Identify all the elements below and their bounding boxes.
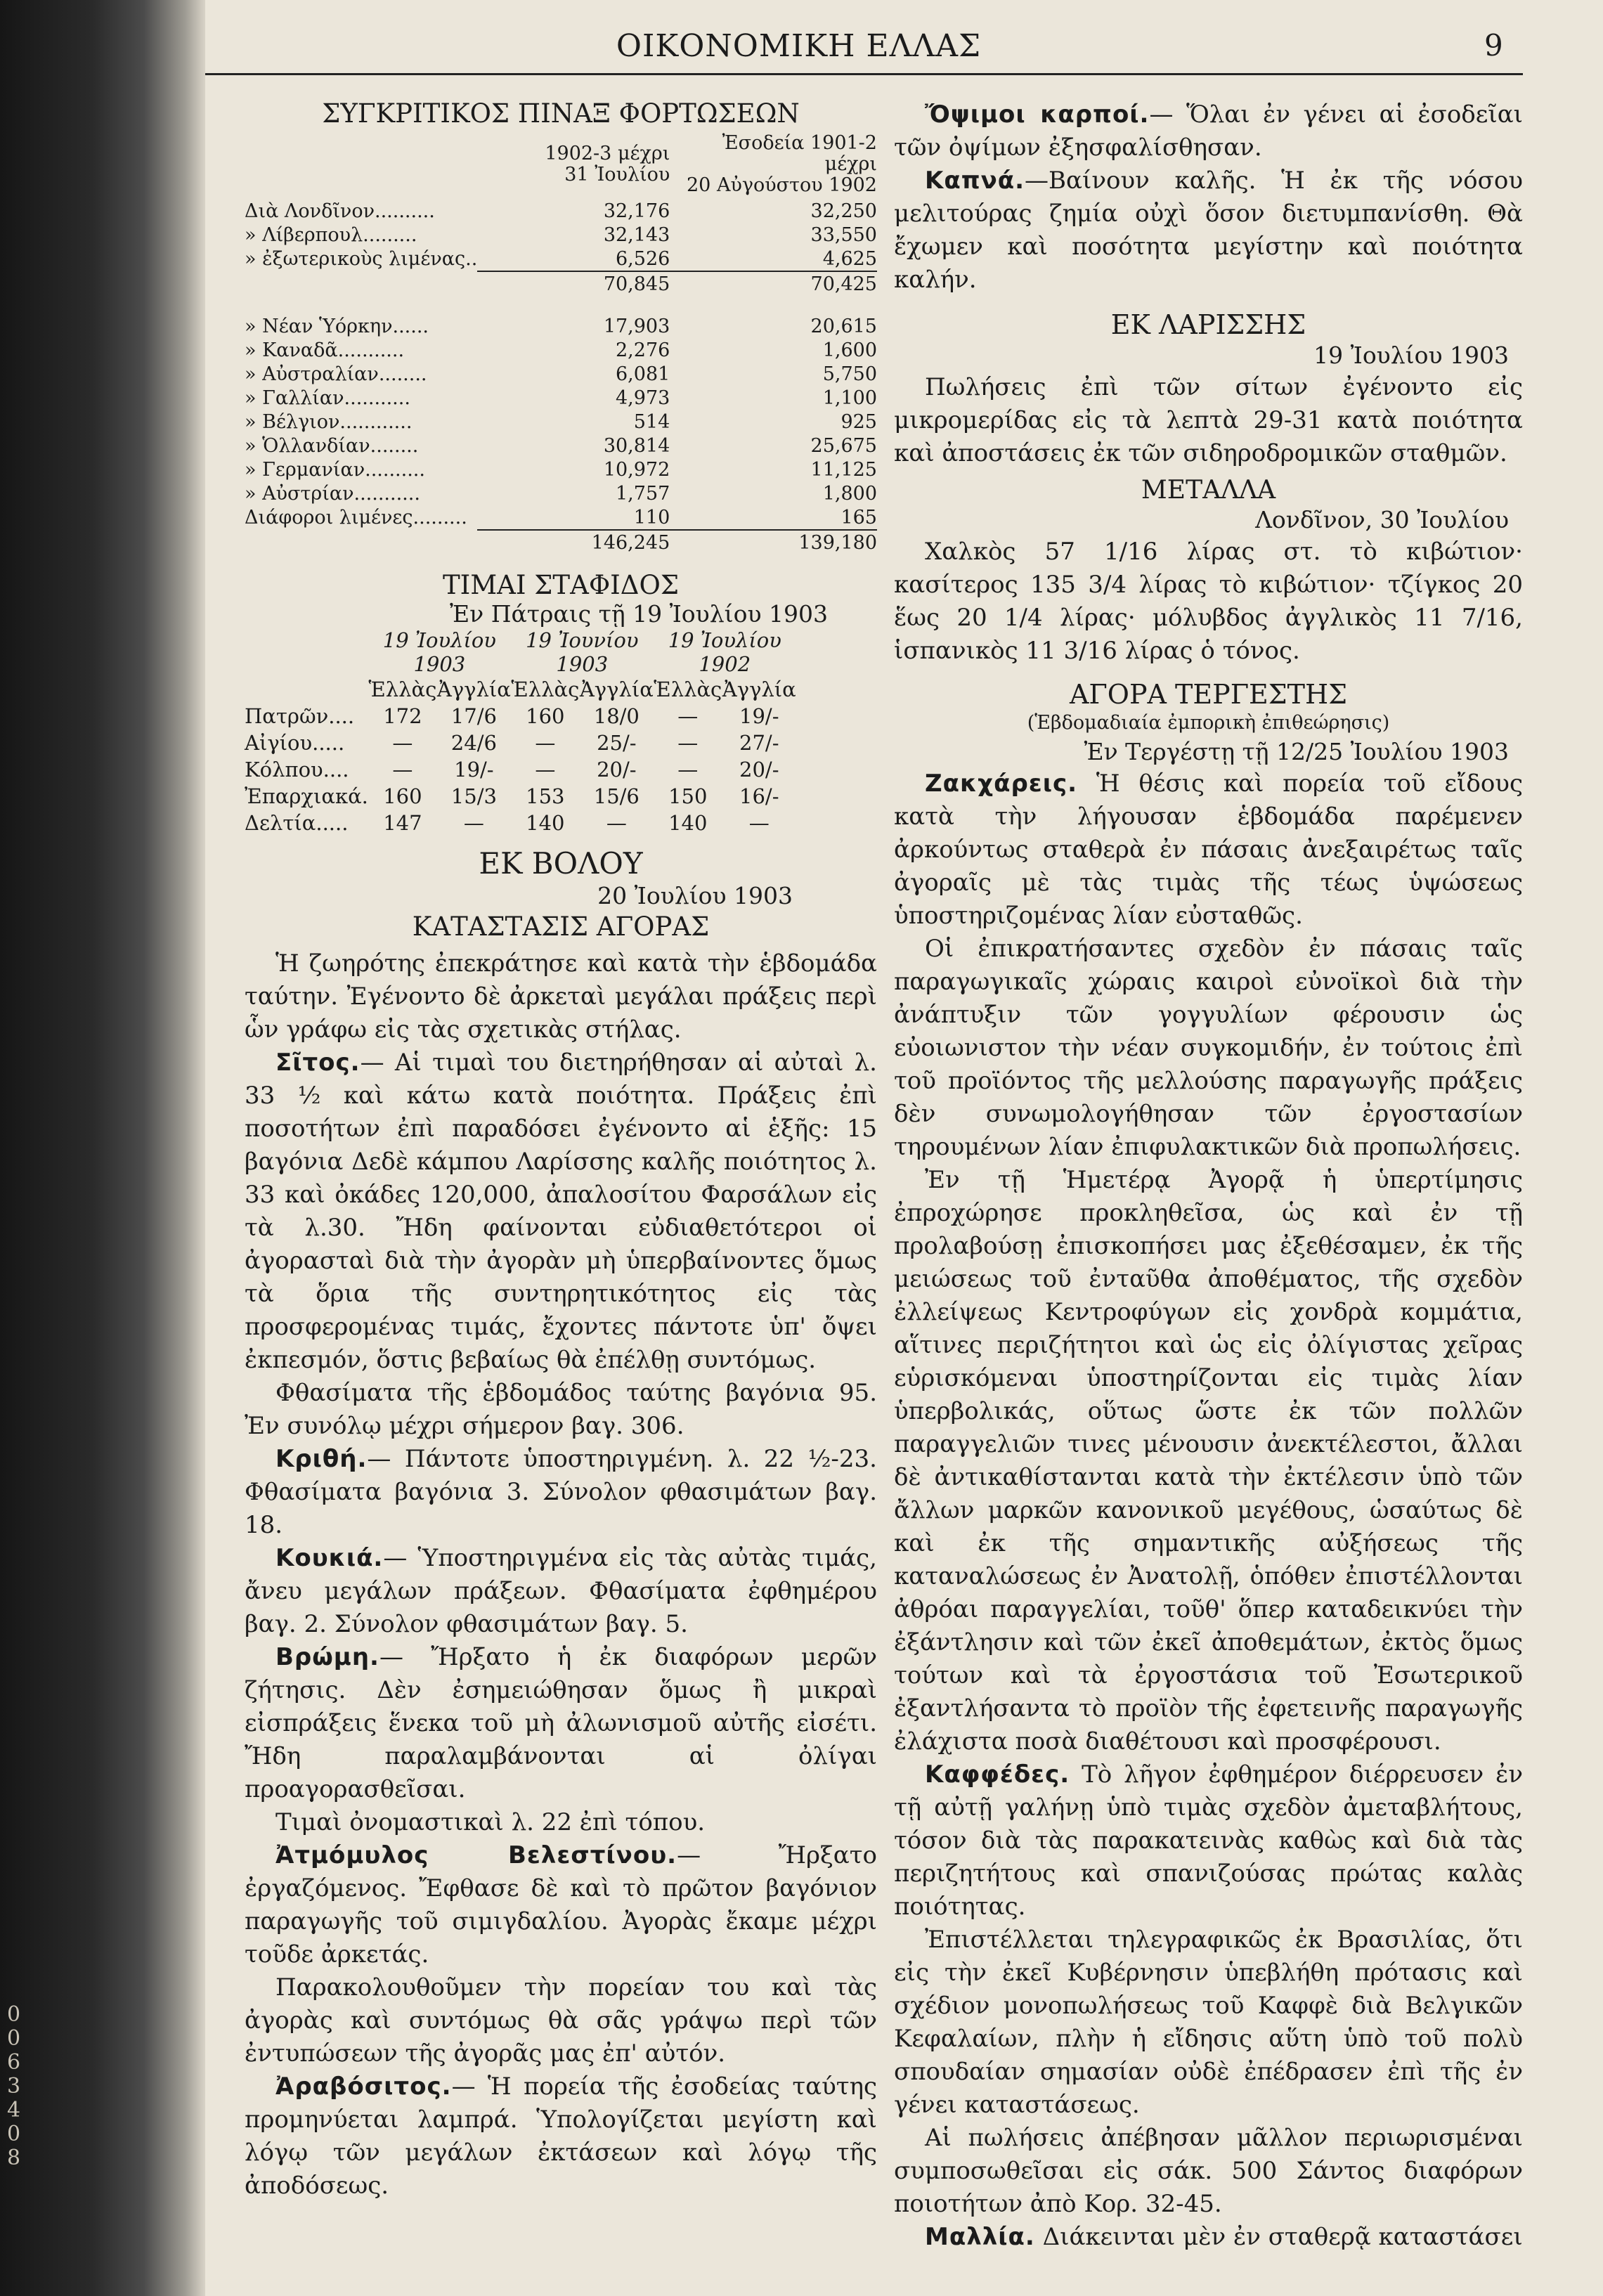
keyword-opsimoi: Ὄψιμοι καρποί. (925, 100, 1150, 129)
cargo-col2-head-line1: Ἐσοδεία 1901-2 μέχρι (722, 132, 877, 175)
total-value-a: 70,845 (477, 271, 670, 296)
prices-cell: 27/- (739, 731, 779, 755)
paragraph-koukia (245, 1542, 877, 1641)
table-row (245, 223, 877, 247)
keyword-koukia: Κουκιά. (275, 1544, 384, 1572)
row-value-a: 32,176 (603, 200, 670, 222)
paragraph-opsimoi (894, 98, 1523, 164)
trieste-title: ΑΓΟΡΑ ΤΕΡΓΕΣΤΗΣ (1069, 679, 1348, 710)
total-row (245, 530, 877, 554)
row-value-b: 165 (841, 506, 877, 528)
prices-corner (245, 628, 368, 676)
margin-mark: 0 (7, 2002, 21, 2027)
prices-cell: — (748, 811, 770, 835)
prices-cell: 20/- (739, 758, 779, 781)
spacer-row (245, 296, 877, 314)
metals-date: Λονδῖνον, 30 Ἰουλίου (1255, 506, 1509, 533)
row-value-a: 30,814 (603, 434, 670, 457)
header-rule (205, 73, 1523, 75)
row-label: » Καναδᾶ........... (245, 339, 405, 361)
prices-row-label: Κόλπου.... (245, 758, 349, 781)
row-value-b: 4,625 (822, 247, 877, 270)
prices-row-label: Αἰγίου..... (245, 731, 345, 755)
prices-cell: 160 (383, 784, 422, 808)
table-row (245, 247, 877, 271)
table-row (245, 434, 877, 458)
row-value-b: 1,800 (822, 482, 877, 505)
prices-row-label: Ἐπαρχιακά. (245, 784, 368, 808)
left-column (245, 98, 877, 2203)
row-value-b: 11,125 (810, 458, 877, 481)
paragraph-follow: Παρακολουθοῦμεν τὴν πορείαν του καὶ τὰς ἀγορὰς καὶ συντόμως θὰ σᾶς γράψω περὶ τῶν ἐντυπώσεων τῆς ἀγορᾶς μας ἐπ' αὐτόν. (245, 1973, 877, 2068)
total-value-a: 146,245 (477, 530, 670, 554)
margin-mark: 4 (7, 2098, 21, 2122)
volos-dateline: 20 Ἰουλίου 1903 (597, 882, 793, 909)
row-value-a: 2,276 (616, 339, 670, 361)
volos-subtitle: ΚΑΤΑΣΤΑΣΙΣ ΑΓΟΡΑΣ (412, 912, 710, 942)
text-opsimoi: — Ὅλαι ἐν γένει αἱ ἐσοδεῖαι τῶν ὀψίμων ἐξησφαλίσθησαν. (894, 100, 1523, 162)
keyword-vromi: Βρώμη. (275, 1643, 379, 1671)
volos-title: ΕΚ ΒΟΛΟΥ (479, 846, 643, 881)
table-row (245, 410, 877, 434)
page-number: 9 (1484, 28, 1503, 63)
prices-subhead: Ἑλλὰς (368, 677, 437, 701)
larissa-title: ΕΚ ΛΑΡΙΣΣΗΣ (1110, 309, 1306, 340)
total-label-blank (245, 271, 477, 296)
row-value-b: 1,600 (822, 339, 877, 361)
paragraph-kapna (894, 164, 1523, 297)
table-row (245, 729, 796, 756)
table-row (245, 481, 877, 505)
row-label: » Νέαν Ὑόρκην...... (245, 315, 429, 337)
table-row (245, 703, 796, 729)
raisin-prices-table (245, 628, 796, 836)
raisin-prices-dateline: Ἐν Πάτραις τῇ 19 Ἰουλίου 1903 (450, 600, 828, 628)
cargo-col1-head-line1: 1902-3 μέχρι (545, 143, 670, 164)
cargo-table-title: ΣΥΓΚΡΙΤΙΚΟΣ ΠΙΝΑΞ ΦΟΡΤΩΣΕΩΝ (322, 98, 800, 129)
prices-date-3: 19 Ἰουλίου 1902 (668, 628, 781, 676)
row-label: » Γερμανίαν.......... (245, 458, 425, 481)
prices-cell: 172 (383, 704, 422, 728)
raisin-prices-title: ΤΙΜΑΙ ΣΤΑΦΙΔΟΣ (443, 570, 679, 600)
table-row (245, 338, 877, 362)
paragraph-metals: Χαλκὸς 57 1/16 λίρας στ. τὸ κιβώτιον· κασίτερος 135 3/4 λίρας τὸ κιβώτιον· τζίγκος 20 ἕως 20 1/4 λίρας· μόλυβδος ἀγγλικὸς 11 7/16, ἱσπανικὸς 11 3/16 λίρας ὁ τόνος. (894, 538, 1523, 665)
prices-cell: — (392, 758, 413, 781)
prices-cell: 153 (526, 784, 565, 808)
paragraph-sitos-2: Φθασίματα τῆς ἑβδομάδος ταύτης βαγόνια 95. Ἐν συνόλῳ μέχρι σήμερον βαγ. 306. (245, 1379, 877, 1440)
prices-cell: — (463, 811, 484, 835)
row-value-b: 20,615 (810, 315, 877, 337)
table-row (245, 386, 877, 410)
cargo-table (245, 133, 877, 554)
cargo-col1-head (477, 133, 670, 199)
prices-cell: 19/- (739, 704, 779, 728)
table-row (245, 458, 877, 481)
prices-cell: 140 (526, 811, 565, 835)
paragraph-kafes-3: Αἱ πωλήσεις ἀπέβησαν μᾶλλον περιωρισμέναι συμποσωθεῖσαι εἰς σάκ. 500 Σάντος διαφόρων ποιοτήτων ἀπὸ Κορ. 32-45. (894, 2124, 1523, 2218)
prices-cell: 15/3 (450, 784, 497, 808)
prices-cell: 16/- (739, 784, 779, 808)
text-kapna: —Βαίνουν καλῆς. Ἡ ἐκ τῆς νόσου μελιτούρας ζημία οὐχὶ ὅσον διετυμπανίσθη. Θὰ ἔχωμεν καὶ ποσότητα μεγίστην καὶ ποιότητα καλήν. (894, 167, 1523, 294)
row-value-b: 5,750 (822, 363, 877, 385)
row-value-a: 10,972 (603, 458, 670, 481)
row-value-a: 1,757 (616, 482, 670, 505)
row-label: » Αὐστρίαν........... (245, 482, 420, 505)
prices-corner (245, 676, 368, 703)
text-sitos: — Αἱ τιμαὶ του διετηρήθησαν αἱ αὐταὶ λ. 33 ½ καὶ κάτω κατὰ ποιότητα. Πράξεις ἐπὶ ποσοτήτων ἐπὶ παραδόσει ἐγένοντο αἱ ἑξῆς: 15 βαγόνια Δεδὲ κάμπου Λαρίσσης καλῆς ποιότητος λ. 33 καὶ ὀκάδες 120,000, ἀπαλοσίτου Φαρσάλων εἰς τὰ λ.30. Ἤδη φαίνονται εὐδιαθετότεροι οἱ ἀγορασταὶ διὰ τὴν ἀγορὰν μὴ ὑπερβαίνοντες ὅμως τὰ ὅρια τῆς συντηρητικότητος εἰς τὰς προσφερομένας τιμάς, ἔχοντες πάντοτε ὑπ' ὄψει ἐκπεσμόν, ὅστις βεβαίως θὰ ἐπέλθῃ συντόμως. (245, 1049, 877, 1374)
prices-subhead: Ἑλλὰς (511, 677, 580, 701)
paragraph-aravositos (245, 2070, 877, 2203)
text-kafes: Τὸ λῆγον ἐφθημέρον διέρρευσεν ἐν τῇ αὐτῇ γαλήνῃ ὑπὸ τιμὰς σχεδὸν ἀμεταβλήτους, τόσον διὰ τὰς παρακατεινὰς καθὼς καὶ διὰ τὰς περιζητήτους καὶ σπανιζούσας πρώτας καλὰς ποιότητας. (894, 1760, 1523, 1921)
row-value-a: 32,143 (603, 223, 670, 246)
table-row (245, 783, 796, 810)
prices-date-1: 19 Ἰουλίου 1903 (382, 628, 496, 676)
prices-cell: 160 (526, 704, 565, 728)
prices-row-label: Πατρῶν.... (245, 704, 355, 728)
prices-cell: — (535, 758, 556, 781)
prices-cell: — (535, 731, 556, 755)
paragraph-zachari (894, 767, 1523, 933)
prices-subhead: Ἀγγλία (436, 677, 511, 701)
table-row (245, 362, 877, 386)
table-row (245, 756, 796, 783)
prices-row-label: Δελτία..... (245, 811, 349, 835)
margin-marks (7, 2003, 35, 2170)
paragraph-kafes-2: Ἐπιστέλλεται τηλεγραφικῶς ἐκ Βρασιλίας, ὅτι εἰς τὴν ἐκεῖ Κυβέρνησιν ὑπεβλήθη πρότασις καὶ σχέδιον μονοπωλήσεως τοῦ Καφφὲ διὰ Βελγικῶν Κεφαλαίων, πλὴν ἡ εἴδησις αὕτη ὑπὸ τοῦ πολὺ σπουδαίαν σημασίαν οὐδὲ ἐπέδρασεν ἐπὶ τῆς ἐν γένει καταστάσεως. (894, 1926, 1523, 2119)
keyword-aravositos: Ἀραβόσιτος. (275, 2073, 452, 2101)
prices-cell: — (606, 811, 627, 835)
trieste-subtitle: (Ἑβδομαδιαία ἐμπορικὴ ἐπιθεώρησις) (1027, 712, 1390, 734)
table-row (245, 810, 796, 836)
keyword-kapna: Καπνά. (925, 167, 1025, 195)
prices-cell: — (677, 731, 699, 755)
row-value-a: 514 (633, 410, 670, 433)
row-value-a: 17,903 (603, 315, 670, 337)
paragraph-kafes (894, 1758, 1523, 1924)
row-label: » ἐξωτερικοὺς λιμένας.. (245, 248, 478, 270)
table-row (245, 314, 877, 338)
total-value-b: 139,180 (670, 530, 877, 554)
paragraph-sitos (245, 1046, 877, 1377)
row-value-a: 4,973 (616, 387, 670, 409)
paragraph-malia (894, 2221, 1523, 2254)
prices-cell: 18/0 (593, 704, 640, 728)
prices-cell: 24/6 (450, 731, 497, 755)
prices-cell: — (392, 731, 413, 755)
cargo-head-blank (245, 133, 477, 199)
running-head: ΟΙΚΟΝΟΜΙΚΗ ΕΛΛΑΣ (616, 28, 982, 64)
margin-mark: 6 (7, 2050, 21, 2075)
margin-mark: 3 (7, 2074, 21, 2099)
prices-subhead: Ἀγγλία (579, 677, 654, 701)
prices-date-2: 19 Ἰουνίου 1903 (526, 628, 639, 676)
row-value-a: 110 (633, 506, 670, 528)
margin-mark: 8 (7, 2146, 21, 2170)
text-malia: Διάκεινται μὲν ἐν σταθερᾷ καταστάσει (1042, 2223, 1523, 2251)
paragraph-larissa: Πωλήσεις ἐπὶ τῶν σίτων ἐγένοντο εἰς μικρομερίδας εἰς τὰ λεπτὰ 29-31 κατὰ ποιότητα καὶ ἀποστάσεις ἐκ τῶν σιδηροδρομικῶν σταθμῶν. (894, 373, 1523, 467)
total-value-b: 70,425 (670, 271, 877, 296)
row-value-b: 25,675 (810, 434, 877, 457)
table-row (245, 199, 877, 223)
row-label: » Ὁλλανδίαν........ (245, 434, 419, 457)
prices-cell: 150 (668, 784, 708, 808)
cargo-col2-head-line2: 20 Αὐγούστου 1902 (687, 174, 877, 196)
prices-cell: — (677, 704, 699, 728)
row-label: » Λίβερπουλ......... (245, 223, 417, 246)
total-row (245, 271, 877, 296)
paragraph-zachari-3: Ἐν τῇ Ἡμετέρᾳ Ἀγορᾷ ἡ ὑπερτίμησις ἐπροχώρησε προκληθεῖσα, ὡς καὶ ἐν τῇ προλαβούσῃ ἐπισκοπήσει μας ἐξεθέσαμεν, ἐκ τῆς μειώσεως τοῦ ἐνταῦθα ἀποθέματος, τῆς σχεδὸν ἐλλείψεως Κεντροφύγων εἰς χονδρὰ κομμάτια, αἵτινες περιζήτητοι καὶ ὡς εἰς ὀλίγιστας χεῖρας εὑρισκόμεναι ὑποστηρίζονται εἰς τιμὰς λίαν ὑπερβολικάς, οὕτως ὥστε ἐκ τῶν πολλῶν παραγγελιῶν τινες μένουσιν ἀνεκτέλεστοι, ἄλλαι δὲ ἀντικαθίστανται κατὰ τὴν ἐκτέλεσιν ὑπὸ τῶν ἄλλων μαρκῶν κανονικοῦ μεγέθους, ὡσαύτως δὲ καὶ ἐκ τῆς σημαντικῆς αὐξήσεως τῆς καταναλώσεως ἐν Ἀνατολῇ, ὁπόθεν ἐπιστέλλονται ἀθρόαι παραγγελίαι, τοῦθ' ὅπερ καταδεικνύει τὴν ἐξάντλησιν καὶ τῶν ἐκεῖ ἀποθεμάτων, ἐκτὸς ὅμως τούτων καὶ τὰ ἐργοστάσια τοῦ Ἐσωτερικοῦ ἐξαντλήσαντα τὸ προϊὸν τῆς ἐφετεινῆς παραγωγῆς ἐλάχιστα ποσὰ διαθέτουσι καὶ προσφέρουσι. (894, 1166, 1523, 1756)
metals-title: ΜΕΤΑΛΛΑ (1141, 476, 1276, 505)
trieste-date: Ἐν Τεργέστῃ τῇ 12/25 Ἰουλίου 1903 (1084, 738, 1509, 765)
text-koukia: — Ὑποστηριγμένα εἰς τὰς αὐτὰς τιμάς, ἄνευ μεγάλων πράξεων. Φθασίματα ἐφθημέρου βαγ. 2. Σύνολον φθασιμάτων βαγ. 5. (245, 1544, 877, 1638)
paragraph-krithi (245, 1443, 877, 1542)
row-value-b: 925 (841, 410, 877, 433)
row-value-a: 6,526 (616, 247, 670, 270)
row-value-b: 33,550 (810, 223, 877, 246)
row-label: Διάφοροι λιμένες......... (245, 507, 467, 528)
row-value-b: 1,100 (822, 387, 877, 409)
text-atmomylos: — Ἤρξατο ἐργαζόμενος. Ἔφθασε δὲ καὶ τὸ πρῶτον βαγόνιον παραγωγῆς τοῦ σιμιγδαλίου. Ἀγορὰς ἔκαμε μέχρι τοῦδε ἀρκετάς. (245, 1841, 877, 1969)
prices-cell: 25/- (597, 731, 637, 755)
text-zachari: Ἡ θέσις καὶ πορεία τοῦ εἴδους κατὰ τὴν λήγουσαν ἑβδομάδα παρέμενεν ἀρκούντως σταθερὰ ἐν πάσαις ἀνεξαιρέτως ταῖς ἀγοραῖς μὲ τὰς τιμὰς τῆς τέως ὑψώσεως ὑποστηριζομένας λίαν εὐσταθῶς. (894, 770, 1523, 930)
keyword-malia: Μαλλία. (925, 2223, 1035, 2251)
keyword-sitos: Σῖτος. (275, 1049, 361, 1077)
paragraph-atmomylos (245, 1839, 877, 1971)
page (205, 0, 1603, 2296)
row-label: » Βέλγιον............ (245, 410, 413, 433)
paragraph-vromi-2: Τιμαὶ ὀνομαστικαὶ λ. 22 ἐπὶ τόπου. (275, 1808, 706, 1836)
prices-cell: 20/- (597, 758, 637, 781)
text-krithi: — Πάντοτε ὑποστηριγμένη. λ. 22 ½-23. Φθασίματα βαγόνια 3. Σύνολον φθασιμάτων βαγ. 18. (245, 1445, 877, 1539)
prices-cell: 15/6 (593, 784, 640, 808)
prices-subhead: Ἑλλὰς (654, 677, 722, 701)
keyword-kafes: Καφφέδες. (925, 1760, 1070, 1789)
row-label: » Γαλλίαν........... (245, 387, 410, 409)
book-binding (0, 0, 205, 2296)
prices-cell: 147 (383, 811, 422, 835)
volos-intro: Ἡ ζωηρότης ἐπεκράτησε καὶ κατὰ τὴν ἑβδομάδα ταύτην. Ἐγένοντο δὲ ἀρκεταὶ μεγάλαι πράξεις περὶ ὧν γράφω εἰς τὰς σχετικὰς στήλας. (245, 949, 877, 1044)
total-label-blank (245, 530, 477, 554)
text-vromi: — Ἤρξατο ἡ ἐκ διαφόρων μερῶν ζήτησις. Δὲν ἐσημειώθησαν ὅμως ἢ μικραὶ εἰσπράξεις ἕνεκα τοῦ μὴ ἀλωνισμοῦ αὐτῆς εἰσέτι. Ἤδη παραλαμβάνονται αἱ ὀλίγαι προαγορασθεῖσαι. (245, 1643, 877, 1803)
margin-mark: 0 (7, 2122, 21, 2146)
paragraph-zachari-2: Οἱ ἐπικρατήσαντες σχεδὸν ἐν πάσαις ταῖς παραγωγικαῖς χώραις καιροὶ εὐνοϊκοὶ διὰ τὴν ἀνάπτυξιν τῶν γογγυλίων φέρουσιν ὡς εὐοιωνιστον τὴν νέαν συγκομιδήν, ἐν τούτοις ἐπὶ τοῦ προϊόντος τῆς μελλούσης παραγωγῆς πράξεις δὲν συνωμολογήθησαν τῶν ἐργοστασίων τηρουμένων λίαν ἐπιφυλακτικῶν διὰ προπωλήσεις. (894, 935, 1523, 1161)
margin-mark: 0 (7, 2026, 21, 2051)
row-value-a: 6,081 (616, 363, 670, 385)
text-aravositos: — Ἡ πορεία τῆς ἐσοδείας ταύτης προμηνύεται λαμπρά. Ὑπολογίζεται μεγίστη καὶ λόγῳ τῶν μεγάλων ἐκτάσεων καὶ λόγῳ τῆς ἀποδόσεως. (245, 2073, 877, 2200)
prices-subhead: Ἀγγλία (722, 677, 796, 701)
cargo-col2-head (670, 133, 877, 199)
prices-cell: 17/6 (450, 704, 497, 728)
prices-cell: 19/- (454, 758, 494, 781)
row-label: Διὰ Λονδῖνον.......... (245, 200, 435, 222)
keyword-krithi: Κριθή. (275, 1445, 368, 1473)
row-value-b: 32,250 (810, 200, 877, 222)
larissa-date: 19 Ἰουλίου 1903 (1313, 342, 1509, 369)
prices-cell: — (677, 758, 699, 781)
row-label: » Αὐστραλίαν........ (245, 363, 427, 385)
right-column (894, 98, 1523, 2254)
keyword-atmomylos: Ἀτμόμυλος Βελεστίνου. (275, 1841, 677, 1869)
cargo-col1-head-line2: 31 Ἰουλίου (564, 164, 670, 186)
paragraph-vromi (245, 1641, 877, 1806)
keyword-zachari: Ζακχάρεις. (925, 770, 1078, 798)
table-row (245, 505, 877, 530)
prices-cell: 140 (668, 811, 708, 835)
